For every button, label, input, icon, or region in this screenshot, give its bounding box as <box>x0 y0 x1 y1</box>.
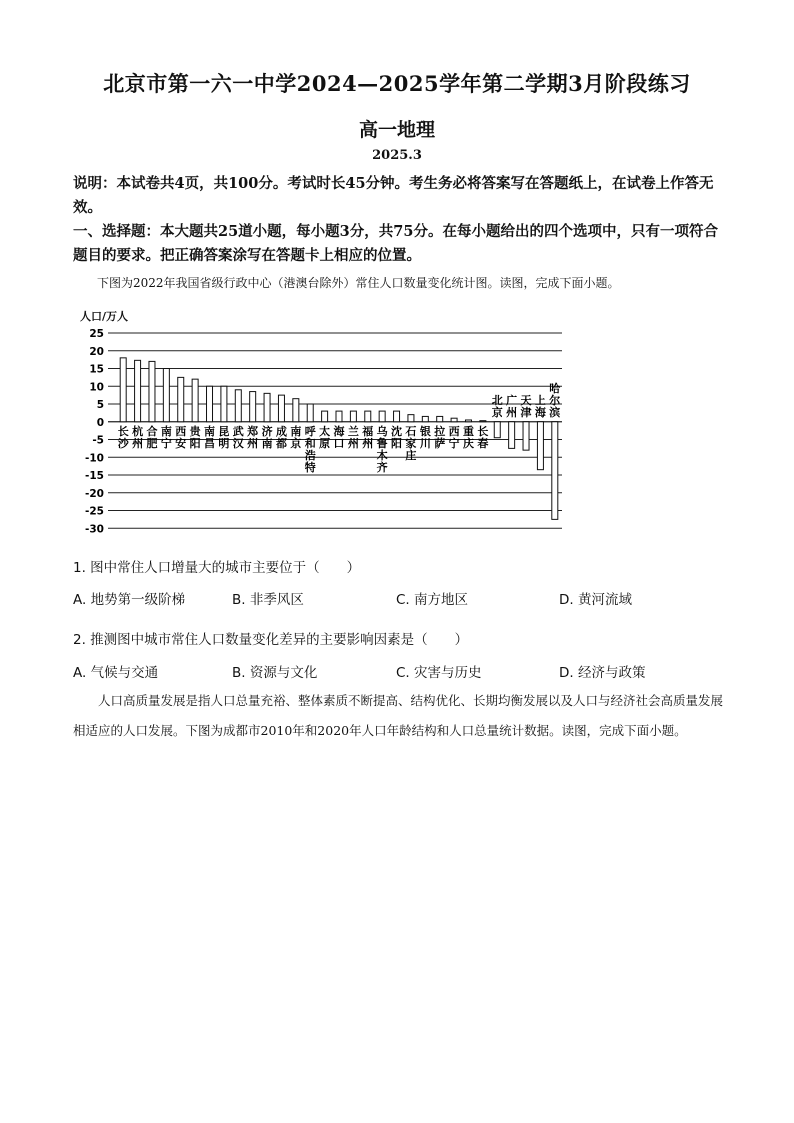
q2-option-c[interactable]: C. 灾害与历史 <box>396 665 482 681</box>
category-label: 贵阳 <box>189 424 201 450</box>
category-label: 杭州 <box>132 424 144 450</box>
bar <box>192 379 198 422</box>
category-label: 南宁 <box>160 424 172 450</box>
y-tick-label: -15 <box>85 470 104 482</box>
category-label: 天津 <box>520 393 532 419</box>
category-label: 兰州 <box>347 424 359 450</box>
category-label: 福州 <box>362 424 374 450</box>
bar <box>178 377 184 421</box>
category-label: 海口 <box>333 424 345 450</box>
bar <box>422 416 428 421</box>
category-label: 上海 <box>534 393 546 419</box>
category-label: 银川 <box>419 424 431 450</box>
q1-option-c[interactable]: C. 南方地区 <box>396 592 469 608</box>
q2-option-d[interactable]: D. 经济与政策 <box>559 665 646 681</box>
category-label: 哈尔滨 <box>549 381 561 419</box>
category-label: 太原 <box>319 424 331 450</box>
y-tick-label: -25 <box>85 505 104 518</box>
category-label: 郑州 <box>247 424 259 450</box>
bar <box>480 421 486 422</box>
bar <box>250 392 256 422</box>
question-1-stem: 1. 图中常住人口增量大的城市主要位于（ ） <box>73 560 361 576</box>
bar <box>336 411 342 422</box>
bar <box>307 404 313 422</box>
bar <box>537 422 543 470</box>
q1-option-a[interactable]: A. 地势第一级阶梯 <box>73 592 186 608</box>
category-label: 乌鲁木齐 <box>376 424 388 474</box>
category-label: 长沙 <box>117 424 129 450</box>
category-label: 南京 <box>290 424 302 450</box>
q2-option-b[interactable]: B. 资源与文化 <box>232 665 318 681</box>
bar <box>235 390 241 422</box>
q1-option-b[interactable]: B. 非季风区 <box>232 592 304 608</box>
bar <box>264 393 270 421</box>
bar <box>408 415 414 422</box>
category-label: 南昌 <box>204 424 216 450</box>
category-label: 重庆 <box>462 424 474 450</box>
population-change-chart <box>70 300 580 540</box>
y-tick-label: -5 <box>92 434 104 447</box>
bar <box>322 411 328 422</box>
category-label: 广州 <box>506 393 518 419</box>
bar <box>207 386 213 422</box>
bar <box>379 411 385 422</box>
y-tick-label: -10 <box>85 452 104 465</box>
category-label: 合肥 <box>146 424 158 450</box>
bar <box>278 395 284 422</box>
q1-option-d[interactable]: D. 黄河流域 <box>559 592 632 608</box>
category-label: 成都 <box>275 424 287 450</box>
bar <box>135 360 141 421</box>
section1-instructions: 一、选择题：本大题共25道小题，每小题3分，共75分。在每小题给出的四个选项中，只有一项符合题目的要求。把正确答案涂写在答题卡上相应的位置。 <box>73 223 718 264</box>
bar <box>552 422 558 520</box>
y-tick-label: 0 <box>96 416 104 429</box>
category-label: 石家庄 <box>405 424 417 462</box>
y-tick-label: 15 <box>89 363 104 376</box>
category-label: 拉萨 <box>434 424 446 450</box>
question-2-stem: 2. 推测图中城市常住人口数量变化差异的主要影响因素是（ ） <box>73 632 469 648</box>
category-label: 西安 <box>175 424 187 450</box>
bar <box>494 422 500 438</box>
bar <box>365 411 371 422</box>
bar <box>451 418 457 422</box>
category-label: 沈阳 <box>391 424 403 450</box>
bar <box>163 369 169 422</box>
bar <box>465 420 471 422</box>
bar <box>394 411 400 422</box>
category-label: 西宁 <box>448 424 460 450</box>
bar <box>293 399 299 422</box>
category-label: 济南 <box>261 424 273 450</box>
q2-option-a[interactable]: A. 气候与交通 <box>73 665 159 681</box>
bar <box>149 361 155 421</box>
y-tick-label: -30 <box>85 523 104 536</box>
y-tick-label: 20 <box>89 345 104 358</box>
y-tick-label: 25 <box>89 328 104 340</box>
exam-title: 北京市第一六一中学2024—2025学年第二学期3月阶段练习 <box>103 71 691 96</box>
exam-date: 2025.3 <box>372 148 422 163</box>
passage-2: 人口高质量发展是指人口总量充裕、整体素质不断提高、结构优化、长期均衡发展以及人口与经济社会高质量发展相适应的人口发展。下图为成都市2010年和2020年人口年龄结构和人口总量统计数据。读图，完成下面小题。 <box>73 693 724 738</box>
category-label: 长春 <box>477 424 489 450</box>
category-label: 昆明 <box>218 424 230 450</box>
exam-note: 说明：本试卷共4页，共100分。考试时长45分钟。考生务必将答案写在答题纸上，在试卷上作答无效。 <box>73 175 714 216</box>
bar <box>509 422 515 449</box>
bar <box>350 411 356 422</box>
category-label: 北京 <box>491 393 503 419</box>
bar <box>120 358 126 422</box>
exam-subject: 高一地理 <box>358 119 435 141</box>
bar <box>523 422 529 450</box>
y-axis-label: 人口/万人 <box>80 310 129 323</box>
chart-intro: 下图为2022年我国省级行政中心（港澳台除外）常住人口数量变化统计图。读图，完成下面小题。 <box>97 276 620 290</box>
bar <box>437 416 443 421</box>
y-tick-label: 10 <box>89 381 104 394</box>
y-tick-label: -20 <box>85 487 104 500</box>
category-label: 武汉 <box>232 424 244 450</box>
category-label: 呼和浩特 <box>304 424 316 474</box>
bar <box>221 386 227 422</box>
y-tick-label: 5 <box>96 399 104 411</box>
